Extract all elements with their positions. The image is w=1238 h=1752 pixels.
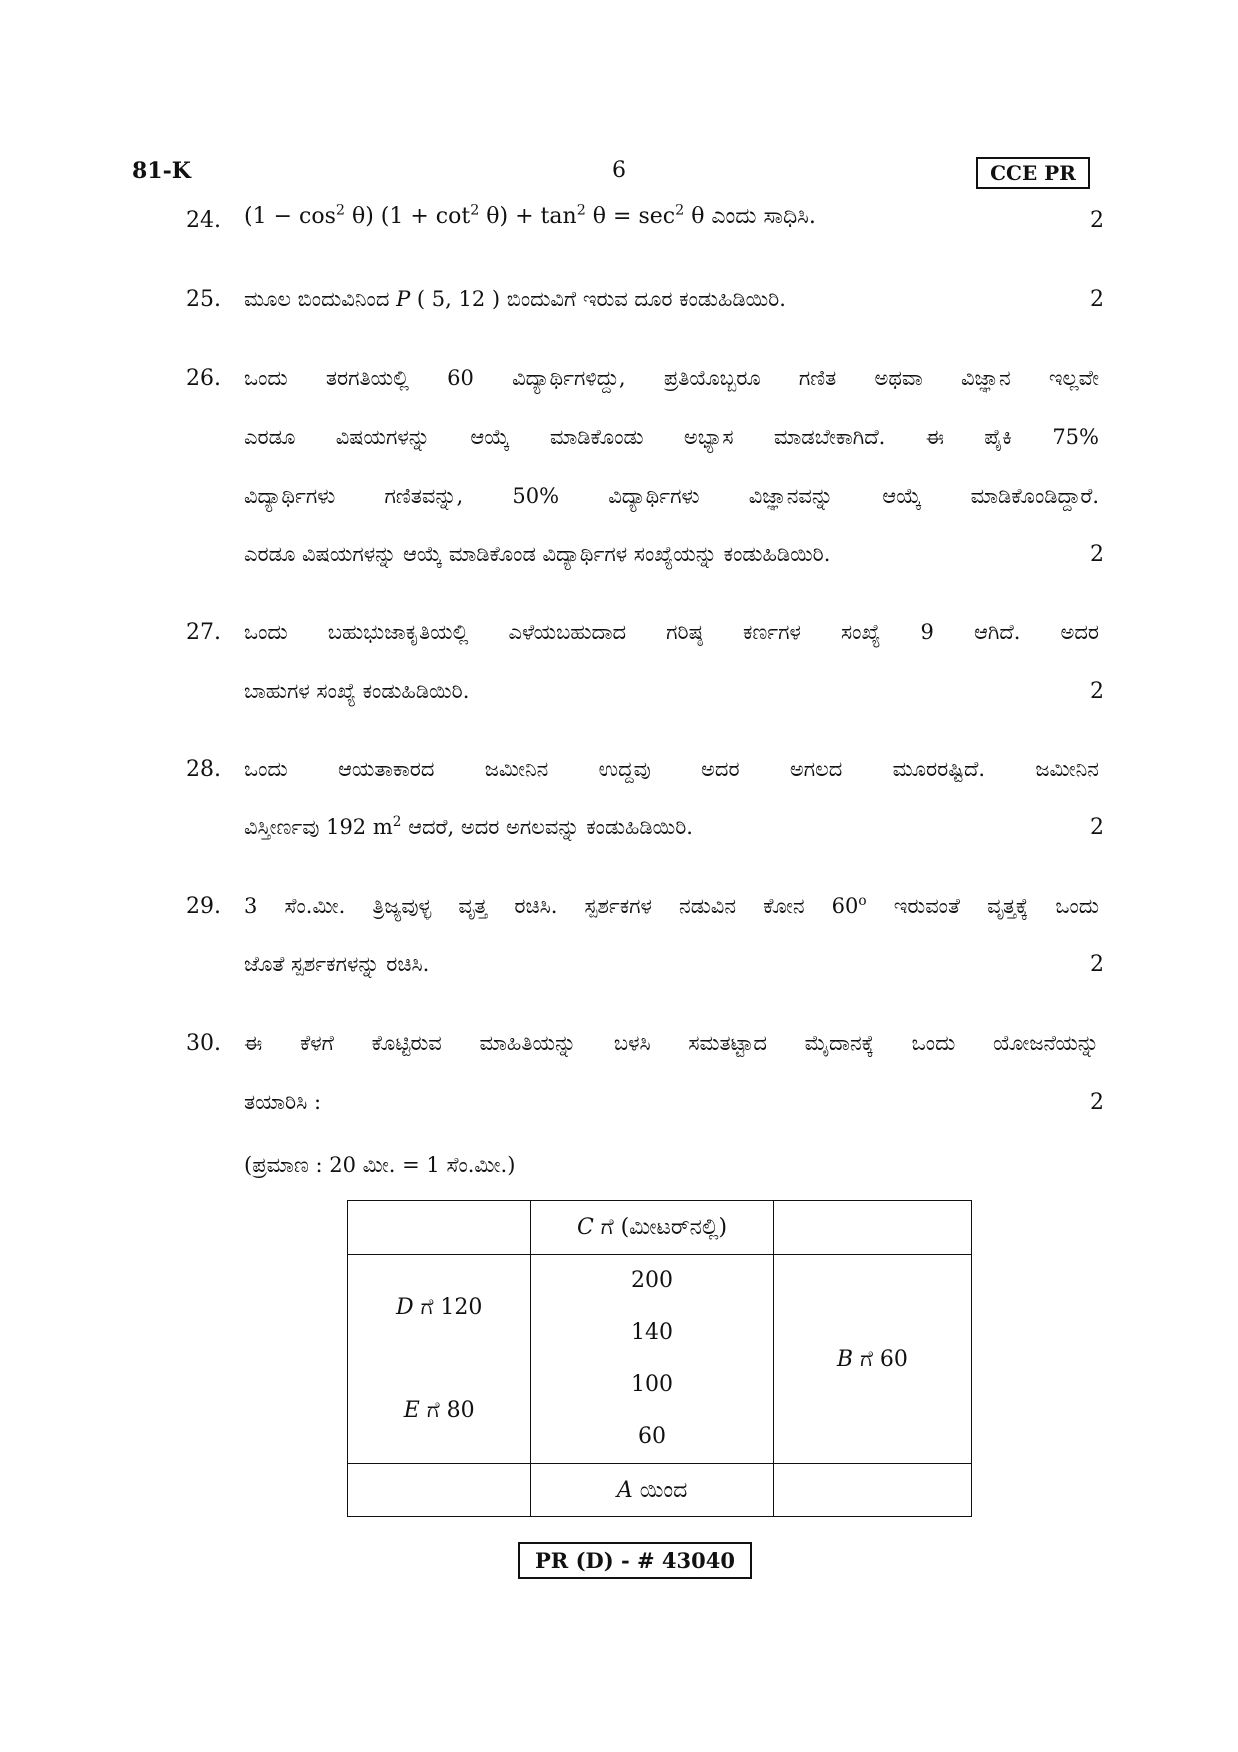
exam-type-box: CCE PR xyxy=(976,157,1090,189)
question-24-marks: 2 xyxy=(1090,208,1104,233)
table-row xyxy=(348,1255,972,1464)
table-header-cell: C ಗೆ (ಮೀಟರ್‌ನಲ್ಲಿ) xyxy=(531,1201,773,1255)
question-number-28: 28. xyxy=(186,757,221,782)
field-book-table xyxy=(347,1200,972,1517)
table-row xyxy=(348,1201,972,1255)
question-27-line-1: ಒಂದು ಬಹುಭುಜಾಕೃತಿಯಲ್ಲಿ ಎಳೆಯಬಹುದಾದ ಗರಿಷ್ಠ ಕರ್ಣಗಳ ಸಂಖ್ಯೆ 9 ಆಗಿದೆ. ಅದರ xyxy=(244,620,1099,644)
table-cell xyxy=(773,1201,971,1255)
chainage-value: 100 xyxy=(631,1372,674,1397)
question-30-line-2: ತಯಾರಿಸಿ : xyxy=(244,1090,322,1114)
question-number-26: 26. xyxy=(186,366,221,391)
table-cell xyxy=(348,1201,531,1255)
footer-code-box: PR (D) - # 43040 xyxy=(518,1542,752,1579)
question-28-marks: 2 xyxy=(1090,815,1104,840)
question-29-marks: 2 xyxy=(1090,952,1104,977)
question-number-27: 27. xyxy=(186,620,221,645)
question-29-line-1: 3 ಸೆಂ.ಮೀ. ತ್ರಿಜ್ಯವುಳ್ಳ ವೃತ್ತ ರಚಿಸಿ. ಸ್ಪರ್ಶಕಗಳ ನಡುವಿನ ಕೋನ 60$^o$ ಇರುವಂತೆ ವೃತ್ತಕ್ಕೆ ಒಂದು xyxy=(244,893,1100,918)
question-27-marks: 2 xyxy=(1090,679,1104,704)
paper-code: 81-K xyxy=(132,158,191,184)
question-30-marks: 2 xyxy=(1090,1090,1104,1115)
table-row xyxy=(348,1464,972,1517)
offset-e: E ಗೆ 80 xyxy=(403,1398,475,1423)
table-cell xyxy=(348,1464,531,1517)
question-26-line-1: ಒಂದು ತರಗತಿಯಲ್ಲಿ 60 ವಿದ್ಯಾರ್ಥಿಗಳಿದ್ದು, ಪ್ರತಿಯೊಬ್ಬರೂ ಗಣಿತ ಅಥವಾ ವಿಜ್ಞಾನ ಇಲ್ಲವೇ xyxy=(244,366,1099,390)
question-26-line-4: ಎರಡೂ ವಿಷಯಗಳನ್ನು ಆಯ್ಕೆ ಮಾಡಿಕೊಂಡ ವಿದ್ಯಾರ್ಥಿಗಳ ಸಂಖ್ಯೆಯನ್ನು ಕಂಡುಹಿಡಿಯಿರಿ. xyxy=(244,542,831,566)
question-number-25: 25. xyxy=(186,287,221,312)
question-27-line-2: ಬಾಹುಗಳ ಸಂಖ್ಯೆ ಕಂಡುಹಿಡಿಯಿರಿ. xyxy=(244,679,470,703)
page-number: 6 xyxy=(612,158,626,183)
question-29-line-2: ಜೊತೆ ಸ್ಪರ್ಶಕಗಳನ್ನು ರಚಿಸಿ. xyxy=(244,952,430,976)
left-offsets-cell xyxy=(348,1255,531,1464)
question-30-line-1: ಈ ಕೆಳಗೆ ಕೊಟ್ಟಿರುವ ಮಾಹಿತಿಯನ್ನು ಬಳಸಿ ಸಮತಟ್ಟಾದ ಮೈದಾನಕ್ಕೆ ಒಂದು ಯೋಜನೆಯನ್ನು xyxy=(244,1031,1099,1055)
scale-note: (ಪ್ರಮಾಣ : 20 ಮೀ. = 1 ಸೆಂ.ಮೀ.) xyxy=(244,1153,516,1177)
question-number-30: 30. xyxy=(186,1031,221,1056)
offset-d: D ಗೆ 120 xyxy=(395,1295,483,1320)
question-24-text: $(1 - \cos^2 \theta)$ $(1 + \cot^2 \theta) + \tan^2 \theta = \sec^2 \theta$ ಎಂದು ಸಾಧಿಸಿ. xyxy=(244,202,816,229)
table-cell xyxy=(773,1464,971,1517)
table-footer-cell: A ಯಿಂದ xyxy=(531,1464,773,1517)
question-number-24: 24. xyxy=(186,208,221,233)
chainage-value: 200 xyxy=(631,1268,674,1293)
chainage-value: 140 xyxy=(631,1320,674,1345)
question-number-29: 29. xyxy=(186,894,221,919)
right-offset-cell: B ಗೆ 60 xyxy=(773,1255,971,1464)
question-26-line-2: ಎರಡೂ ವಿಷಯಗಳನ್ನು ಆಯ್ಕೆ ಮಾಡಿಕೊಂಡು ಅಭ್ಯಾಸ ಮಾಡಬೇಕಾಗಿದೆ. ಈ ಪೈಕಿ 75% xyxy=(244,425,1099,449)
chainage-cell xyxy=(531,1255,773,1464)
question-26-marks: 2 xyxy=(1090,542,1104,567)
question-28-line-1: ಒಂದು ಆಯತಾಕಾರದ ಜಮೀನಿನ ಉದ್ದವು ಅದರ ಅಗಲದ ಮೂರರಷ್ಟಿದೆ. ಜಮೀನಿನ xyxy=(244,757,1099,781)
question-26-line-3: ವಿದ್ಯಾರ್ಥಿಗಳು ಗಣಿತವನ್ನು, 50% ವಿದ್ಯಾರ್ಥಿಗಳು ವಿಜ್ಞಾನವನ್ನು ಆಯ್ಕೆ ಮಾಡಿಕೊಂಡಿದ್ದಾರೆ. xyxy=(244,484,1099,508)
question-28-line-2: ವಿಸ್ತೀರ್ಣವು 192 $m^2$ ಆದರೆ, ಅದರ ಅಗಲವನ್ನು ಕಂಡುಹಿಡಿಯಿರಿ. xyxy=(244,814,693,839)
question-25-text: ಮೂಲ ಬಿಂದುವಿನಿಂದ P ( 5, 12 ) ಬಿಂದುವಿಗೆ ಇರುವ ದೂರ ಕಂಡುಹಿಡಿಯಿರಿ. xyxy=(244,287,786,311)
chainage-value: 60 xyxy=(638,1424,667,1449)
question-25-marks: 2 xyxy=(1090,287,1104,312)
